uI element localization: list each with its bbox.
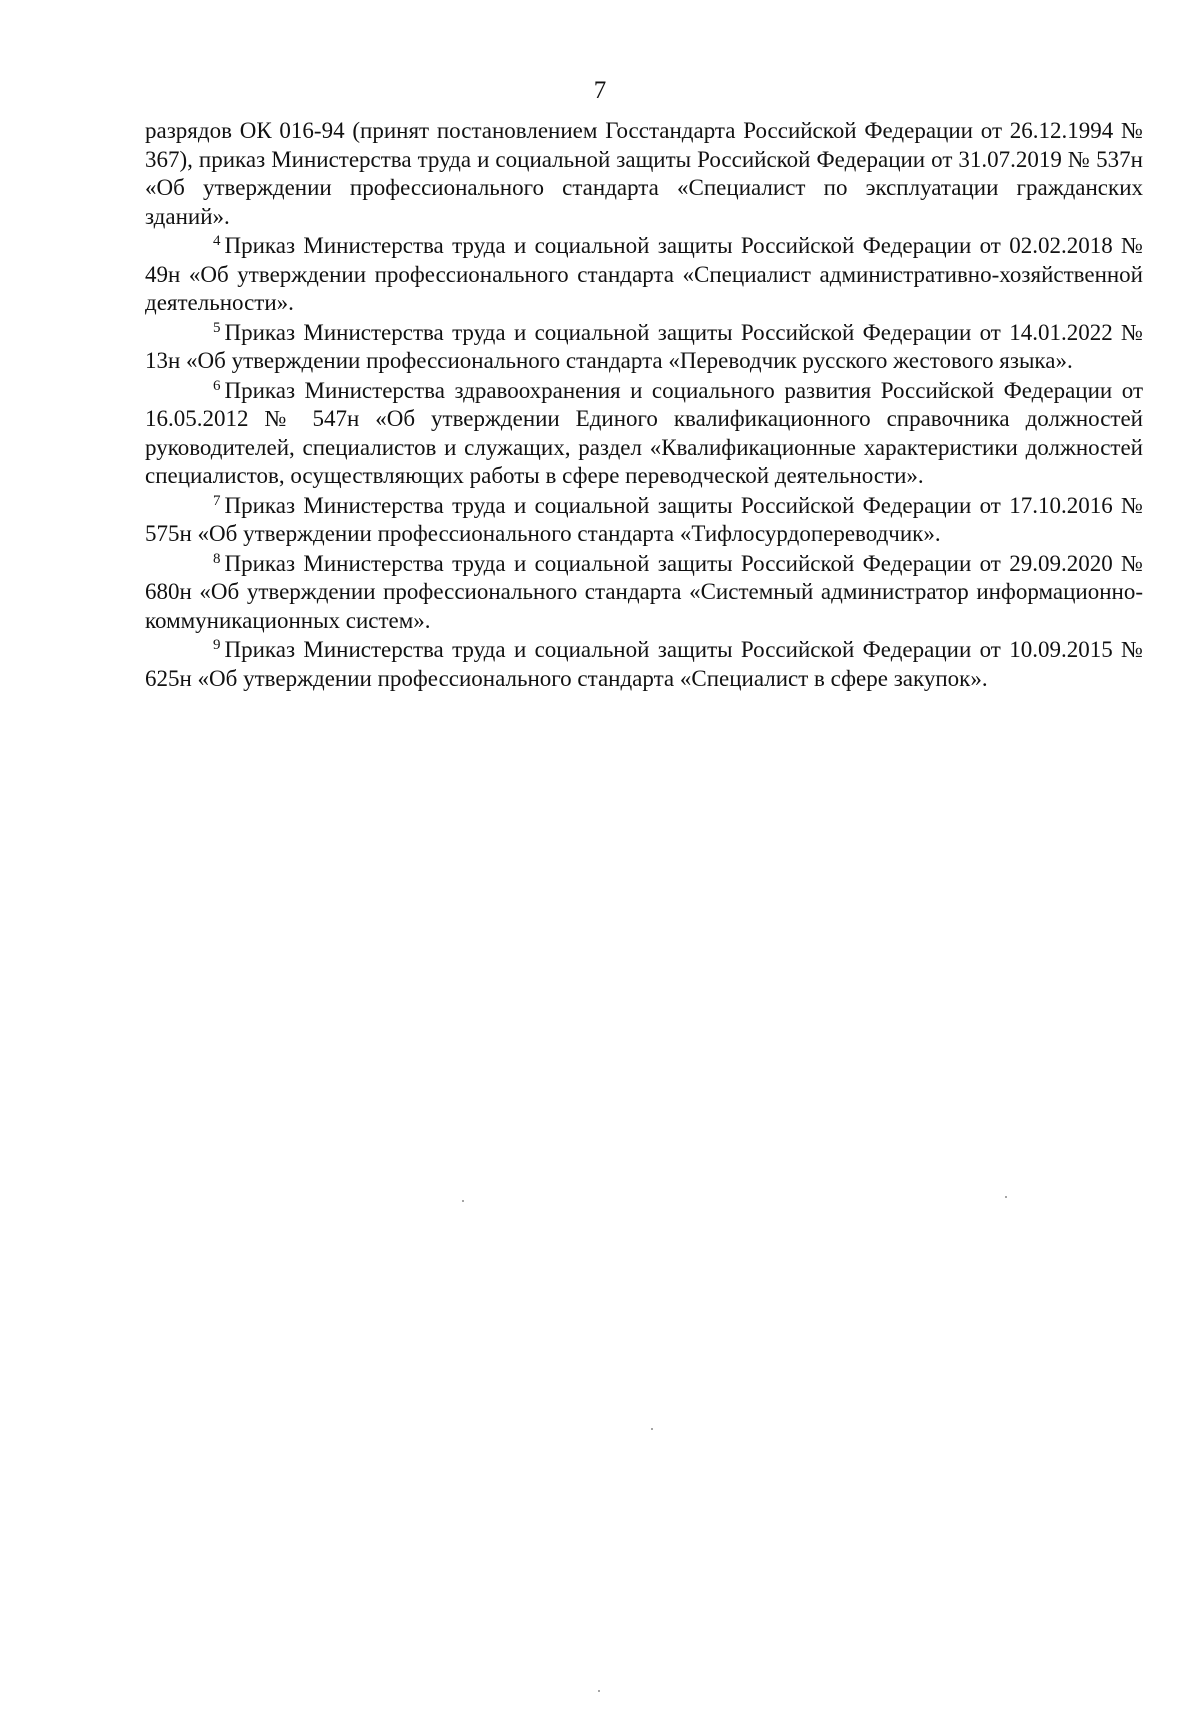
footnote-5 — [145, 319, 1143, 376]
footnote-marker: 8 — [213, 550, 221, 567]
scan-speck — [651, 1428, 653, 1430]
scan-speck — [1005, 1196, 1007, 1198]
footnote-marker: 9 — [213, 637, 221, 653]
footnote-text: Приказ Министерства труда и социальной защиты Российской Федерации от 02.02.2018 № 49н «Об утверждении профессионального стандарта «Специалист административно-хозяйственной деятельности». — [145, 233, 1143, 315]
footnote-text: Приказ Министерства труда и социальной защиты Российской Федерации от 29.09.2020 № 680н «Об утверждении профессионального стандарта «Системный администратор информационно-коммуникационных систем». — [145, 550, 1143, 633]
intro-paragraph: разрядов ОК 016-94 (принят постановлением Госстандарта Российской Федерации от 26.12.1994 № 367), приказ Министерства труда и социальной защиты Российской Федерации от 31.07.2019 № 537н «Об утверждении профессионального стандарта «Специалист по эксплуатации гражданских зданий». — [145, 118, 1143, 229]
footnote-text: Приказ Министерства труда и социальной защиты Российской Федерации от 14.01.2022 № 13н «Об утверждении профессионального стандарта «Переводчик русского жестового языка». — [145, 319, 1143, 373]
document-body — [145, 117, 1143, 693]
footnote-text: Приказ Министерства здравоохранения и социального развития Российской Федерации от 16.05.2012 № 547н «Об утверждении Единого квалификационного справочника должностей руководителей, специалистов и служащих, раздел «Квалификационные характеристики должностей специалистов, осуществляющих работы в сфере переводческой деятельности». — [145, 377, 1143, 488]
footnote-marker: 4 — [213, 233, 221, 249]
footnote-text: Приказ Министерства труда и социальной защиты Российской Федерации от 17.10.2016 № 575н «Об утверждении профессионального стандарта «Тифлосурдопереводчик». — [145, 492, 1143, 546]
scan-speck — [598, 1690, 600, 1692]
footnote-marker: 5 — [213, 319, 221, 336]
footnote-text: Приказ Министерства труда и социальной защиты Российской Федерации от 10.09.2015 № 625н «Об утверждении профессионального стандарта «Специалист в сфере закупок». — [145, 637, 1143, 691]
footnote-6 — [145, 377, 1143, 491]
footnote-4 — [145, 232, 1143, 318]
scan-speck — [462, 1200, 464, 1202]
page-number: 7 — [593, 77, 607, 104]
footnote-7 — [145, 492, 1143, 549]
footnote-marker: 6 — [213, 377, 221, 394]
footnote-9 — [145, 636, 1143, 693]
footnote-8 — [145, 550, 1143, 636]
footnote-marker: 7 — [213, 492, 221, 509]
